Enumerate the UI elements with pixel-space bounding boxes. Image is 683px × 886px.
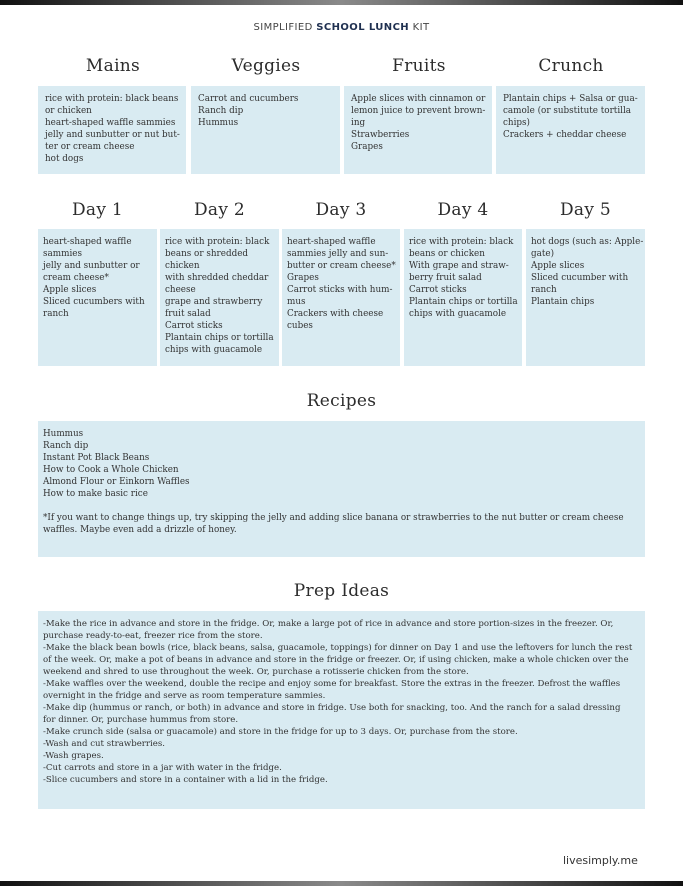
footer-site-link[interactable]: livesimply.me (563, 854, 638, 867)
list-item: Ranch dip (198, 106, 244, 116)
list-item: hot dogs (such as: Apple- (531, 237, 644, 247)
day-box-2 (160, 229, 279, 366)
recipe-link[interactable]: Ranch dip (43, 441, 89, 451)
list-item: rice with protein: black beans (45, 94, 179, 104)
prep-line: -Wash and cut strawberries. (43, 739, 165, 749)
list-item: or chicken (45, 106, 92, 116)
day-heading-1: Day 1 (71, 200, 124, 220)
recipe-link[interactable]: Hummus (43, 429, 84, 439)
list-item: grape and strawberry (165, 297, 263, 307)
top-border (0, 0, 683, 5)
prep-line: -Slice cucumbers and store in a container with a lid in the fridge. (43, 775, 328, 785)
recipe-note: waffles. Maybe even add a drizzle of honey. (43, 525, 237, 535)
list-item: lemon juice to prevent brown- (351, 106, 486, 116)
recipes-heading: Recipes (306, 391, 377, 411)
list-item: rice with protein: black (165, 237, 270, 247)
list-item: with shredded cheddar (165, 273, 269, 283)
prep-line: -Make the rice in advance and store in the fridge. Or, make a large pot of rice in advance and store portion-sizes in the freezer. Or, (43, 619, 614, 629)
day-box-1 (38, 229, 157, 366)
list-item: ter or cream cheese (45, 142, 135, 152)
list-item: heart-shaped waffle sammies (45, 118, 176, 128)
list-item: cheese (165, 285, 196, 295)
list-item: sammies jelly and sun- (287, 249, 389, 259)
prep-line: -Wash grapes. (43, 751, 104, 761)
list-item: butter or cream cheese* (287, 261, 396, 271)
list-item: cream cheese* (43, 273, 109, 283)
category-heading-mains: Mains (85, 56, 141, 76)
list-item: Crackers + cheddar cheese (503, 130, 627, 140)
prep-heading: Prep Ideas (293, 581, 390, 601)
list-item: Carrot sticks with hum- (287, 285, 393, 295)
list-item: ranch (43, 309, 69, 319)
kit-title (0, 22, 683, 33)
list-item: With grape and straw- (409, 261, 509, 271)
list-item: chips with guacamole (409, 309, 507, 319)
kit-title-end: KIT (412, 22, 430, 33)
list-item: chips with guacamole (165, 345, 263, 355)
category-heading-crunch: Crunch (538, 56, 604, 76)
prep-line: -Make the black bean bowls (rice, black beans, salsa, guacamole, toppings) for dinner on Day 1 and use the leftovers for lunch the rest (43, 643, 633, 653)
list-item: Apple slices (531, 261, 585, 271)
list-item: rice with protein: black (409, 237, 514, 247)
prep-line: -Cut carrots and store in a jar with water in the fridge. (43, 763, 282, 773)
list-item: Grapes (351, 142, 383, 152)
list-item: berry fruit salad (409, 273, 482, 283)
list-item: Strawberries (351, 130, 410, 140)
bottom-border (0, 881, 683, 886)
kit-title-light: SIMPLIFIED (253, 22, 313, 33)
list-item: camole (or substitute tortilla (503, 106, 632, 116)
list-item: Plantain chips + Salsa or gua- (503, 94, 638, 104)
list-item: Crackers with cheese (287, 309, 384, 319)
recipe-note: *If you want to change things up, try skipping the jelly and adding slice banana or strawberries to the nut butter or cream cheese (43, 513, 624, 523)
category-heading-veggies: Veggies (231, 56, 301, 76)
list-item: beans or shredded (165, 249, 249, 259)
day-heading-3: Day 3 (315, 200, 367, 220)
list-item: sammies (43, 249, 82, 259)
prep-line: purchase ready-to-eat, freezer rice from the store. (43, 631, 263, 641)
day-heading-5: Day 5 (559, 200, 612, 220)
list-item: Hummus (198, 118, 239, 128)
list-item: Sliced cucumber with (531, 273, 629, 283)
day-heading-4: Day 4 (437, 200, 489, 220)
recipe-link[interactable]: Instant Pot Black Beans (43, 453, 150, 463)
list-item: heart-shaped waffle (43, 237, 132, 247)
category-box-fruits (344, 86, 492, 174)
category-heading-fruits: Fruits (392, 56, 446, 76)
prep-line: -Make crunch side (salsa or guacamole) and store in the fridge for up to 3 days. Or, purchase from the store. (43, 727, 518, 737)
prep-line: -Make dip (hummus or ranch, or both) in advance and store in fridge. Use both for snacking, too. And the ranch for a salad dressing (43, 703, 621, 713)
list-item: Carrot sticks (165, 321, 223, 331)
day-box-3 (282, 229, 400, 366)
recipes-box (38, 421, 645, 557)
list-item: Plantain chips (531, 297, 595, 307)
list-item: hot dogs (45, 154, 84, 164)
prep-line: for dinner. Or, purchase hummus from store. (43, 715, 239, 725)
list-item: Apple slices with cinnamon or (351, 94, 486, 104)
list-item: Grapes (287, 273, 319, 283)
list-item: heart-shaped waffle (287, 237, 376, 247)
prep-line: overnight in the fridge and serve as room temperature sammies. (43, 691, 326, 701)
list-item: fruit salad (165, 309, 211, 319)
category-box-mains (38, 86, 186, 174)
prep-line: weekend and shred to use throughout the week. Or, purchase a rotisserie chicken from the store. (43, 667, 469, 677)
prep-line: of the week. Or, make a pot of beans in advance and store in the fridge or freezer. Or, if using chicken, make a whole chicken over the (43, 655, 629, 665)
list-item: chicken (165, 261, 200, 271)
list-item: chips) (503, 118, 530, 128)
day-heading-2: Day 2 (193, 200, 246, 220)
prep-line: -Make waffles over the weekend, double the recipe and enjoy some for breakfast. Store the extras in the freezer. Defrost the waffles (43, 679, 621, 689)
list-item: gate) (531, 249, 555, 259)
list-item: beans or chicken (409, 249, 485, 259)
recipe-link[interactable]: How to make basic rice (43, 489, 148, 499)
list-item: Apple slices (43, 285, 97, 295)
list-item: ranch (531, 285, 557, 295)
list-item: cubes (287, 321, 313, 331)
prep-box (38, 611, 645, 809)
day-box-4 (404, 229, 522, 366)
list-item: ing (351, 118, 366, 128)
category-box-crunch (496, 86, 645, 174)
list-item: Sliced cucumbers with (43, 297, 145, 307)
list-item: Plantain chips or tortilla (409, 297, 518, 307)
list-item: Carrot sticks (409, 285, 467, 295)
recipe-link[interactable]: Almond Flour or Einkorn Waffles (43, 477, 190, 487)
day-box-5 (526, 229, 645, 366)
category-box-veggies (191, 86, 340, 174)
recipe-link[interactable]: How to Cook a Whole Chicken (43, 465, 179, 475)
list-item: Carrot and cucumbers (198, 94, 299, 104)
spacer (43, 500, 640, 512)
list-item: mus (287, 297, 306, 307)
list-item: Plantain chips or tortilla (165, 333, 274, 343)
kit-title-bold: SCHOOL LUNCH (316, 22, 410, 33)
list-item: jelly and sunbutter or nut but- (45, 130, 180, 140)
list-item: jelly and sunbutter or (43, 261, 140, 271)
